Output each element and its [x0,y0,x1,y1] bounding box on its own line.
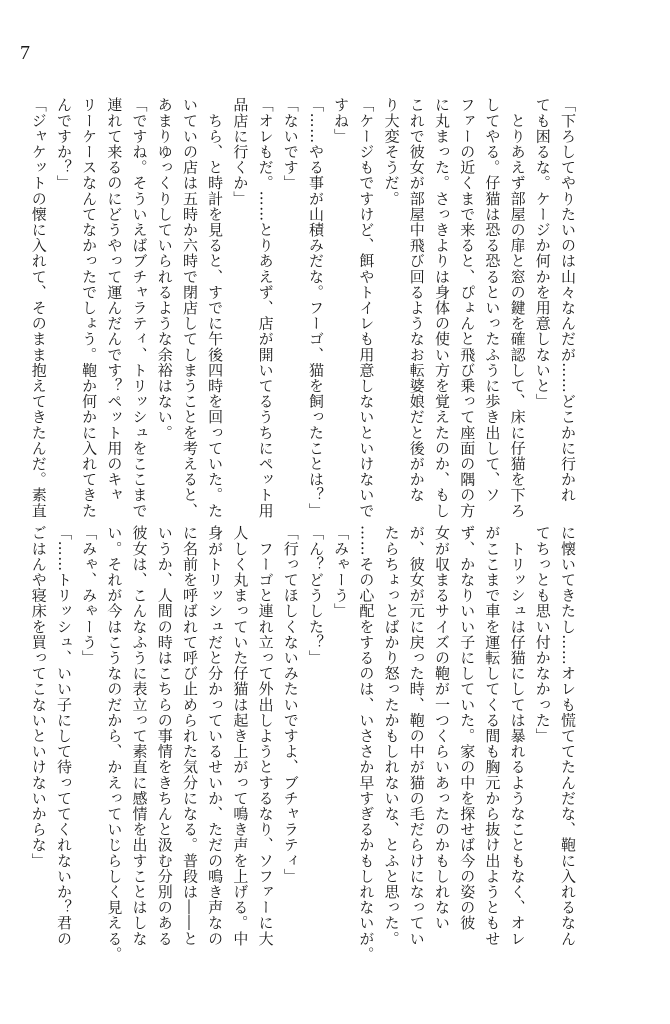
text-line: いていの店は五時か六時で閉店してしまうことを考えると、 [180,97,199,519]
text-line: 彼女は、こんなふうに表立って素直に感情を出すことはしな [130,525,149,947]
text-line: 「ですね。そういえばブチャラティ、トリッシュをここまで [130,97,149,519]
text-line: ……その心配をするのは、いささか早すぎるかもしれないが。 [357,525,376,962]
text-line: 「ジャケットの懐に入れて、そのまま抱えてきたんだ。素直 [29,97,48,519]
text-line: てちっとも思い付かなかった」 [533,525,552,744]
text-block-upper [29,97,580,519]
text-line: すね」 [332,97,351,144]
text-line: してやる。仔猫は恐る恐るといったふうに歩き出して、ソ [483,97,502,503]
text-line: 「……トリッシュ、いい子にして待っててくれないか？君の [54,525,73,947]
text-line: ちら、と時計を見ると、すでに午後四時を回っていた。た [206,97,225,519]
text-line: い。それが今はこうなのだから、かえっていじらしく見える。 [105,525,124,962]
text-line: 身がトリッシュだと分かっているせいか、ただの鳴き声なの [206,525,225,947]
text-line: 「下ろしてやりたいのは山々なんだが……どこかに行かれ [559,97,577,503]
text-line: に名前を呼ばれて呼び止められた気分になる。普段は――と [180,525,199,947]
text-line: ファーの近くまで来ると、ぴょんと飛び乗って座面の隅の方 [458,97,477,519]
text-block-lower [29,525,580,970]
text-line: 「みゃーう」 [332,525,351,619]
text-line: ず、かなりいい子にしていた。家の中を探せば今の姿の彼 [458,525,477,931]
text-line: 連れて来るのにどうやって運んだんです？ペット用のキャ [105,97,124,503]
text-line: とりあえず部屋の扉と窓の鍵を確認して、床に仔猫を下ろ [508,97,527,519]
text-line: あまりゆっくりしていられるような余裕はない。 [155,97,174,441]
text-line: 「ないです」 [281,97,300,191]
text-line: 「オレもだ。……とりあえず、店が開いてるうちにペット用 [256,97,275,519]
text-line: 「みゃ、みゃーう」 [80,525,99,666]
text-line: が、彼女が元に戻った時、鞄の中が猫の毛だらけになってい [407,525,426,947]
text-line: リーケースなんてなかったでしょう。鞄か何かに入れてきた [80,97,99,519]
text-line: 「ケージもですけど、餌やトイレも用意しないといけないで [357,97,376,519]
text-line: んですか？」 [54,97,73,191]
text-line: ても困るな。ケージか何かを用意しないと」 [533,97,552,409]
text-line: これで彼女が部屋中飛び回るようなお転婆娘だと後がかな [407,97,426,503]
text-line: トリッシュは仔猫にしては暴れるようなこともなく、オレ [508,525,527,947]
text-line: 人しく丸まっていた仔猫は起き上がって鳴き声を上げる。中 [231,525,250,947]
text-line: 「……やる事が山積みだな。フーゴ、猫を飼ったことは？」 [306,97,325,519]
text-line: ごはんや寝床を買ってこないといけないからな」 [29,525,48,869]
text-line: に丸まった。さっきよりは身体の使い方を覚えたのか、もし [432,97,451,519]
text-line: 「行ってほしくないみたいですよ、ブチャラティ」 [281,525,300,884]
text-line: 女が収まるサイズの鞄が一つくらいあったのかもしれない [432,525,451,931]
text-line: り大変そうだ。 [382,97,401,207]
text-line: がここまで車を運転してくる間も胸元から抜け出ようともせ [483,525,502,947]
text-line: 品店に行くか」 [231,97,250,207]
text-line: たらちょっとばかり怒ったかもしれないな、とふと思った。 [382,525,401,947]
text-line: フーゴと連れ立って外出しようとするなり、ソファーに大 [256,525,275,947]
page-number: 7 [20,42,30,64]
text-line: 「ん？どうした？」 [306,525,325,666]
text-line: いうか、人間の時はこちらの事情をきちんと汲む分別のある [155,525,174,947]
text-line: に懐いてきたし……オレも慌ててたんだな、鞄に入れるなん [559,525,577,947]
